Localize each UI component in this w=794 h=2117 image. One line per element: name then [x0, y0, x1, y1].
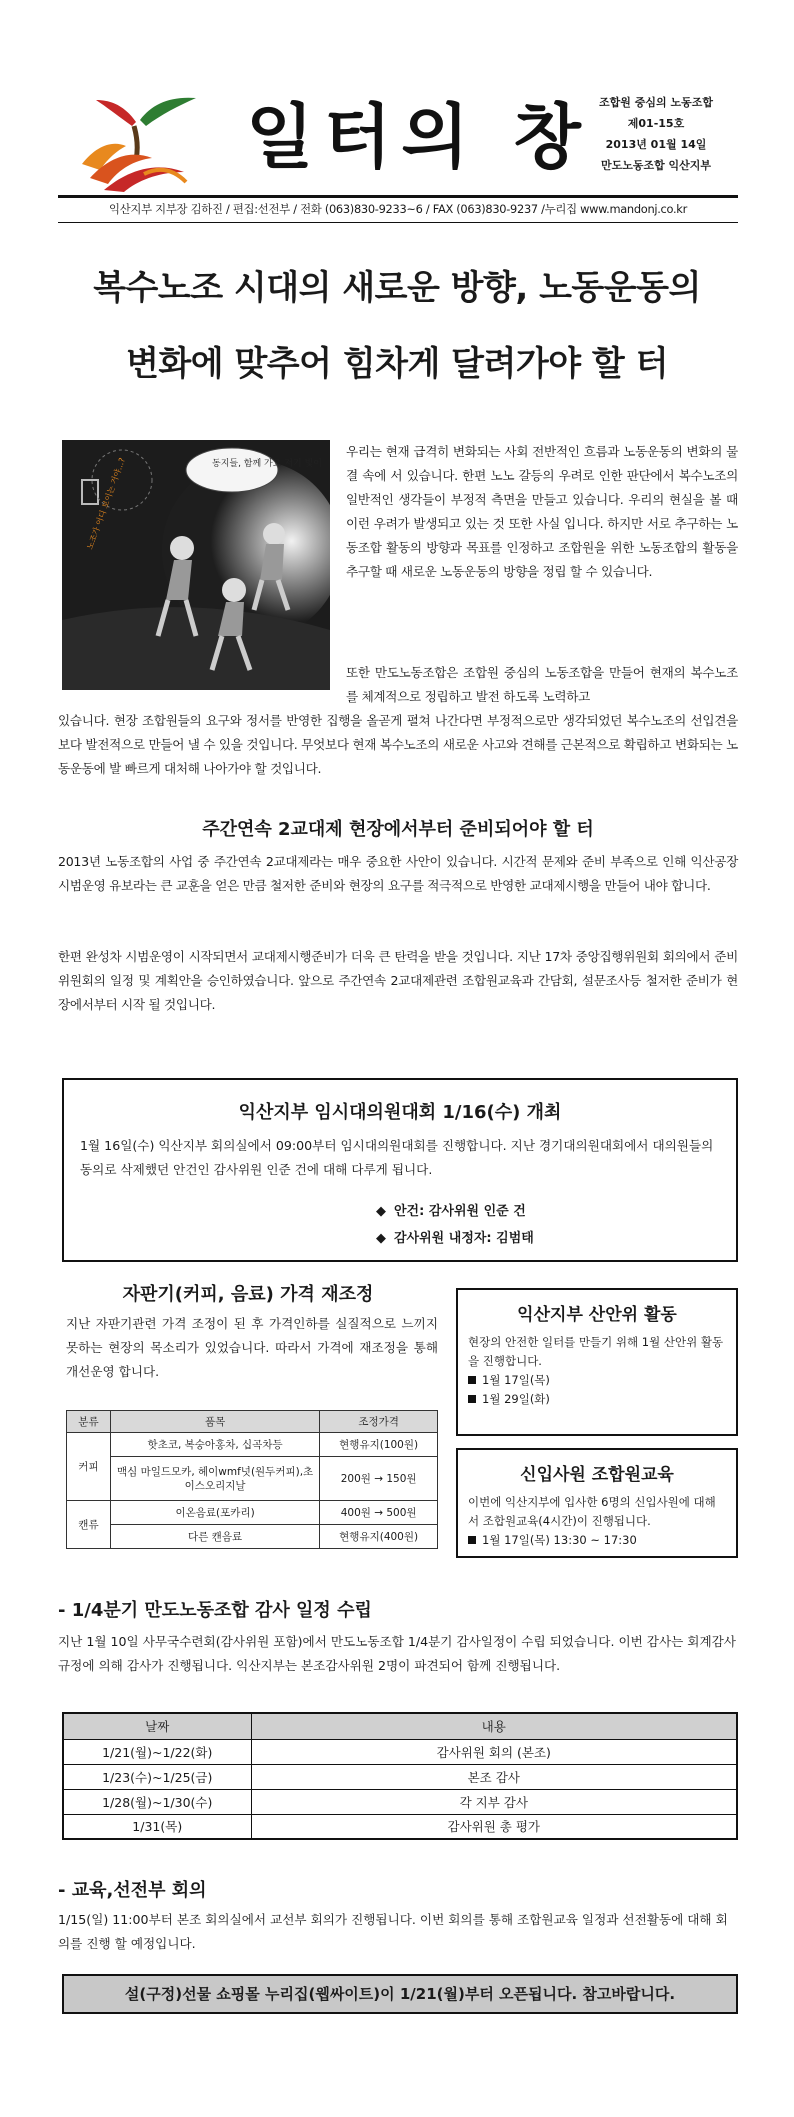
content-cell: 본조 감사: [251, 1764, 737, 1789]
meeting-description: 1/15(일) 11:00부터 본조 회의실에서 교선부 회의가 진행됩니다. 이번 회의를 통해 조합원교육 일정과 선전활동에 대해 회의를 진행 할 예정입니다.: [58, 1912, 728, 1951]
date-cell: 1/31(목): [63, 1814, 251, 1839]
education-description: 이번에 익산지부에 입사한 6명의 신입사원에 대해서 조합원교육(4시간)이 진행됩니다.: [468, 1495, 716, 1528]
newsletter-title: 일터의 창: [246, 96, 591, 178]
issue-date: 2013년 01월 14일: [605, 138, 707, 151]
assembly-notice-box: [62, 1078, 738, 1262]
safety-date: 1월 29일(화): [482, 1392, 550, 1406]
table-row: [67, 1525, 438, 1549]
assembly-agenda: [376, 1198, 534, 1252]
assembly-description: 1월 16일(수) 익산지부 회의실에서 09:00부터 임시대의원대회를 진행합니다. 지난 경기대의원대회에서 대의원들의 동의로 삭제했던 안건인 감사위원 인준 건에 대해 다루게 됩니다.: [80, 1138, 714, 1177]
table-row: [67, 1433, 438, 1457]
audit-schedule-table: [62, 1712, 738, 1840]
headline-line-2: 변화에 맞추어 힘차게 달려가야 할 터: [126, 344, 668, 384]
union-logo-icon: [74, 86, 224, 194]
agenda-item: [376, 1198, 534, 1225]
education-date: 1월 17일(목) 13:30 ~ 17:30: [482, 1533, 637, 1547]
vending-heading: 자판기(커피, 음료) 가격 재조정: [122, 1284, 374, 1305]
price-cell: 현행유지(400원): [320, 1525, 438, 1549]
item-cell: 이온음료(포카리): [110, 1501, 319, 1525]
agenda-item: [376, 1225, 534, 1252]
date-cell: 1/23(수)~1/25(금): [63, 1764, 251, 1789]
agenda-text: 안건: 감사위원 인준 건: [394, 1204, 526, 1219]
group-cell: 캔류: [67, 1501, 111, 1549]
article-paragraph-1: 우리는 현재 급격히 변화되는 사회 전반적인 흐름과 노동운동의 변화의 물결 속에 서 있습니다. 한편 노노 갈등의 우려로 인한 판단에서 복수노조의 일반적인 생각들이 부정적 측면을 만들고 있습니다. 우리의 현실을 볼 때 이런 우려가 발생되고 있는 것 또한 사실 입니다. 하지만 서로 추구하는 노동조합 활동의 방향과 목표를 인정하고 조합원을 위한 노동조합의 활동을 추구할 때 새로운 노동운동의 방향을 정립 할 수 있습니다.: [346, 444, 738, 579]
list-item: [468, 1390, 726, 1409]
contact-line: 익산지부 지부장 김하진 / 편집:선전부 / 전화 (063)830-9233~6 / FAX (063)830-9237 /누리집 www.mandonj.co.kr: [109, 202, 687, 216]
column-header: 내용: [251, 1713, 737, 1739]
safety-content: [458, 1325, 736, 1409]
price-cell: 200원 → 150원: [320, 1457, 438, 1501]
column-header: 품목: [110, 1411, 319, 1433]
group-cell: 커피: [67, 1433, 111, 1501]
square-bullet-icon: [468, 1376, 476, 1384]
headline-line-1: 복수노조 시대의 새로운 방향, 노동운동의: [93, 268, 701, 308]
item-cell: 다른 캔음료: [110, 1525, 319, 1549]
assembly-title: 익산지부 임시대의원대회 1/16(수) 개최: [238, 1102, 562, 1123]
list-item: [468, 1371, 726, 1390]
masthead-meta: [556, 92, 756, 176]
square-bullet-icon: [468, 1536, 476, 1544]
price-cell: 400원 → 500원: [320, 1501, 438, 1525]
table-row: [67, 1457, 438, 1501]
table-row: [63, 1814, 737, 1839]
table-row: [63, 1789, 737, 1814]
table-row: [63, 1764, 737, 1789]
article-paragraph-2-rest: 있습니다. 현장 조합원들의 요구와 정서를 반영한 집행을 올곧게 펼쳐 나간다면 부정적으로만 생각되었던 복수노조의 선입견을 보다 발전적으로 만들어 낼 수 있을 것입니다. 무엇보다 현재 복수노조의 새로운 사고와 견해를 근본적으로 확립하고 변화되는 노동운동에 발 빠르게 대처해 나아가야 할 것입니다.: [58, 713, 738, 776]
safety-title: 익산지부 산안위 활동: [517, 1305, 677, 1325]
article-paragraph-2-top: 또한 만도노동조합은 조합원 중심의 노동조합을 만들어 현재의 복수노조를 체계적으로 정립하고 발전 하도록 노력하고: [346, 665, 738, 704]
safety-date: 1월 17일(목): [482, 1373, 550, 1387]
shopping-mall-notice: 설(구정)선물 쇼핑몰 누리집(웹싸이트)이 1/21(월)부터 오픈됩니다. 참고바랍니다.: [62, 1974, 738, 2014]
publisher: 만도노동조합 익산지부: [600, 159, 712, 172]
column-header: 조정가격: [320, 1411, 438, 1433]
date-cell: 1/21(월)~1/22(화): [63, 1739, 251, 1764]
safety-activity-box: [456, 1288, 738, 1436]
vending-price-table: [66, 1410, 438, 1549]
content-cell: 각 지부 감사: [251, 1789, 737, 1814]
item-cell: 핫초코, 복숭아홍차, 십곡차등: [110, 1433, 319, 1457]
cartoon-bubble-text: 동지들, 함께 가요 저기 빛이: [212, 459, 322, 469]
education-box: [456, 1448, 738, 1558]
safety-description: 현장의 안전한 일터를 만들기 위해 1월 산안위 활동을 진행합니다.: [468, 1335, 724, 1368]
masthead-divider: [58, 195, 738, 198]
main-headline: [40, 250, 754, 402]
price-cell: 현행유지(100원): [320, 1433, 438, 1457]
table-row: [67, 1501, 438, 1525]
meeting-heading: - 교육,선전부 회의: [58, 1880, 207, 1901]
contact-divider: [58, 222, 738, 223]
table-row: [63, 1739, 737, 1764]
diamond-icon: ◆: [376, 1204, 386, 1219]
audit-heading: - 1/4분기 만도노동조합 감사 일정 수립: [58, 1600, 372, 1621]
cartoon-figures-icon: [62, 440, 330, 690]
vending-description: 지난 자판기관련 가격 조정이 된 후 가격인하를 실질적으로 느끼지 못하는 현장의 목소리가 있었습니다. 따라서 가격에 재조정을 통해 개선운영 합니다.: [66, 1316, 438, 1379]
column-header: 분류: [67, 1411, 111, 1433]
shift-paragraph-2: 한편 완성차 시범운영이 시작되면서 교대제시행준비가 더욱 큰 탄력을 받을 것입니다. 지난 17차 중앙집행위원회 회의에서 준비위원회의 일정 및 계획안을 승인하였습니다. 앞으로 주간연속 2교대제관련 조합원교육과 간담회, 설문조사등 철저한 준비가 현장에서부터 시작 될 것입니다.: [58, 949, 738, 1012]
audit-description: 지난 1월 10일 사무국수련회(감사위원 포함)에서 만도노동조합 1/4분기 감사일정이 수립 되었습니다. 이번 감사는 회계감사규정에 의해 감사가 진행됩니다. 익산지부는 본조감사위원 2명이 파견되어 함께 진행됩니다.: [58, 1634, 736, 1673]
table-header-row: [67, 1411, 438, 1433]
cartoon-side-caption: 노조가 어디 보이는 거야...?: [85, 456, 127, 551]
tagline: 조합원 중심의 노동조합: [599, 96, 713, 109]
item-cell: 맥심 마일드모카, 헤이wmf넛(원두커피),초이스오리지날: [110, 1457, 319, 1501]
shift-heading: 주간연속 2교대제 현장에서부터 준비되어야 할 터: [202, 819, 594, 840]
shift-paragraph-1: 2013년 노동조합의 사업 중 주간연속 2교대제라는 매우 중요한 사안이 있습니다. 시간적 문제와 준비 부족으로 인해 익산공장 시범운영 유보라는 큰 교훈을 얻은 만큼 철저한 준비와 현장의 요구를 적극적으로 반영한 교대제시행을 만들어 내야 합니다.: [58, 854, 738, 893]
table-header-row: [63, 1713, 737, 1739]
list-item: [468, 1531, 726, 1550]
education-title: 신입사원 조합원교육: [520, 1465, 674, 1485]
column-header: 날짜: [63, 1713, 251, 1739]
content-cell: 감사위원 회의 (본조): [251, 1739, 737, 1764]
content-cell: 감사위원 총 평가: [251, 1814, 737, 1839]
square-bullet-icon: [468, 1395, 476, 1403]
agenda-text: 감사위원 내정자: 김범태: [394, 1231, 534, 1246]
cartoon-illustration: [62, 440, 330, 690]
issue-number: 제01-15호: [627, 117, 685, 130]
diamond-icon: ◆: [376, 1231, 386, 1246]
date-cell: 1/28(월)~1/30(수): [63, 1789, 251, 1814]
education-content: [458, 1485, 736, 1550]
